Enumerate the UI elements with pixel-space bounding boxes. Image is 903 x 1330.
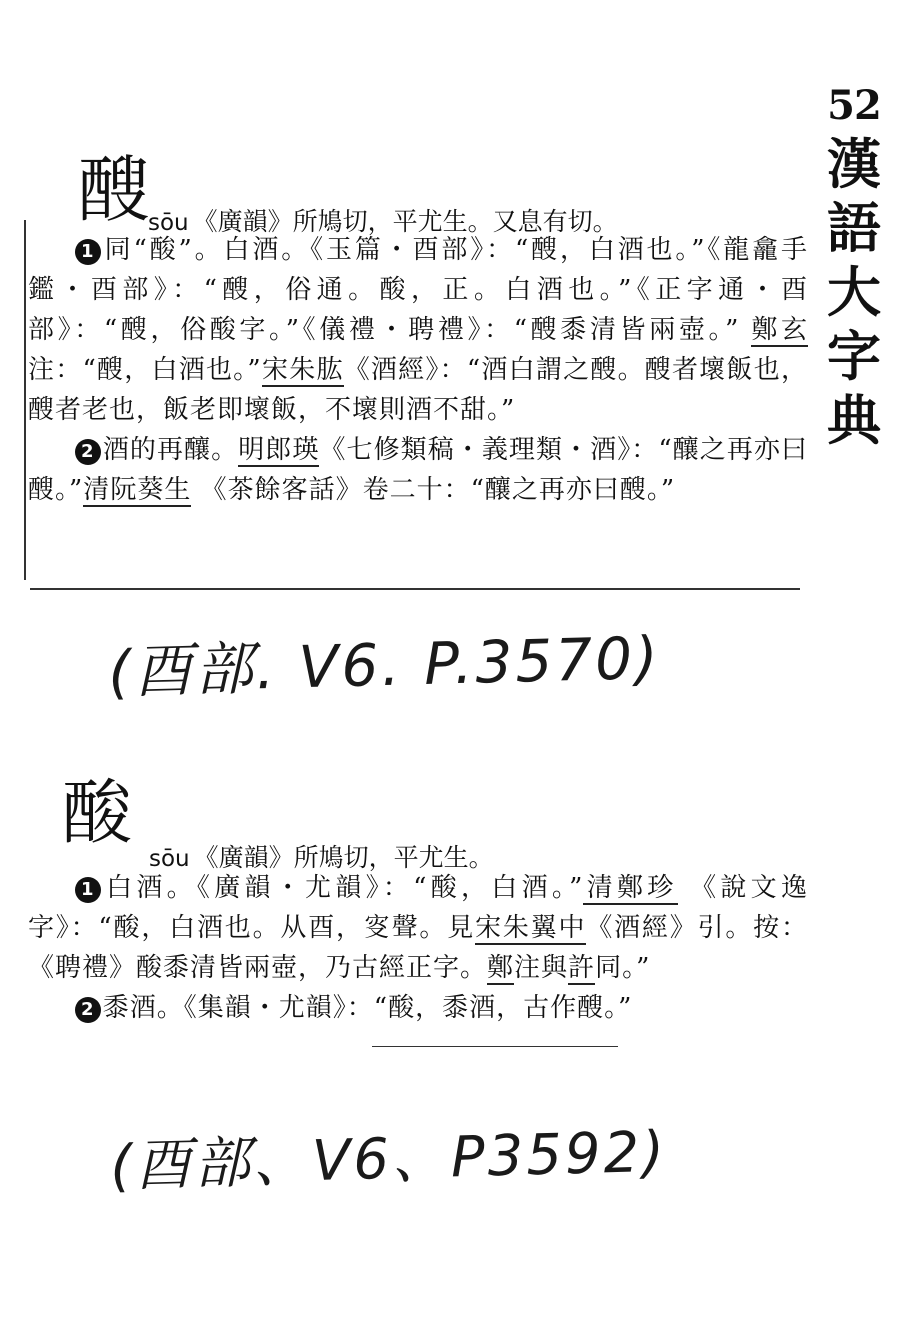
divider-line [30, 588, 800, 590]
name-underline: 郎瑛 [265, 435, 320, 465]
margin-rule [24, 220, 26, 580]
page-number: 52 [827, 82, 881, 129]
fanqie: 《廣韻》所鳩切，平尤生。又息有切。 [192, 207, 618, 236]
sense-list [28, 226, 808, 510]
name-underline: 鄭玄 [751, 315, 808, 345]
sense-1: 1 同“酸”。白酒。《玉篇・酉部》：“醙，白酒也。”《龍龕手鑑・酉部》：“醙，俗通。酸，正。白酒也。”《正字通・酉部》：“醙，俗酸字。”《儀禮・聘禮》：“醙黍清皆兩壺。” 鄭玄注：“醙，白酒也。”宋朱肱《酒經》：“酒白謂之醙。醙者壞飯也，醙者老也，飯老即壞飯，不壞則酒不甜。” [28, 235, 808, 425]
name-underline: 朱肱 [289, 355, 344, 385]
name-underline: 許 [568, 953, 596, 983]
name-underline: 明 [238, 435, 266, 465]
pronunciation [149, 838, 494, 874]
name-underline: 鄭 [487, 953, 515, 983]
sense-2: 2 黍酒。《集韻・尤韻》：“酸，黍酒，古作醙。” [28, 988, 808, 1028]
divider-line [372, 1046, 618, 1047]
title-char: 大 [827, 260, 881, 324]
name-underline: 鄭珍 [617, 873, 678, 903]
name-underline: 清 [583, 873, 617, 903]
name-underline: 宋 [475, 913, 503, 943]
sense-list [28, 868, 808, 1028]
sense-marker-2: 2 [75, 997, 101, 1023]
pinyin: sōu [149, 846, 190, 872]
entry-head [28, 772, 808, 872]
name-underline: 宋 [261, 355, 290, 385]
name-underline: 清 [83, 475, 111, 505]
sense-marker-2: 2 [75, 439, 101, 465]
title-char: 漢 [827, 132, 881, 196]
dictionary-entry [28, 772, 808, 1028]
book-title [818, 82, 890, 452]
sense-marker-1: 1 [75, 877, 101, 903]
fanqie: 《廣韻》所鳩切，平尤生。 [193, 843, 494, 872]
name-underline: 朱翼中 [502, 913, 587, 943]
sense-2: 2 酒的再釀。明郎瑛《七修類稿・義理類・酒》：“釀之再亦曰醙。”清阮葵生 《茶餘客話》卷二十：“釀之再亦曰醙。” [28, 435, 808, 505]
headword: 醙 [78, 148, 151, 232]
pinyin: sōu [148, 210, 189, 236]
headword: 酸 [62, 772, 132, 854]
pronunciation [148, 202, 618, 238]
handwritten-note: (酉部、V6、P3592) [109, 1119, 668, 1200]
handwritten-note: (酉部. V6. P.3570) [107, 623, 662, 707]
title-char: 字 [827, 324, 881, 388]
title-char: 典 [827, 388, 881, 452]
entry-head [28, 148, 808, 236]
title-char: 語 [827, 196, 881, 260]
sense-1: 1 白酒。《廣韻・尤韻》：“酸，白酒。”清鄭珍 《說文逸字》：“酸，白酒也。从酉，叜聲。見宋朱翼中《酒經》引。按：《聘禮》酸黍清皆兩壺，乃古經正字。鄭注與許同。” [28, 873, 808, 983]
sense-marker-1: 1 [75, 239, 101, 265]
dictionary-entry [28, 148, 808, 510]
name-underline: 阮葵生 [110, 475, 192, 505]
